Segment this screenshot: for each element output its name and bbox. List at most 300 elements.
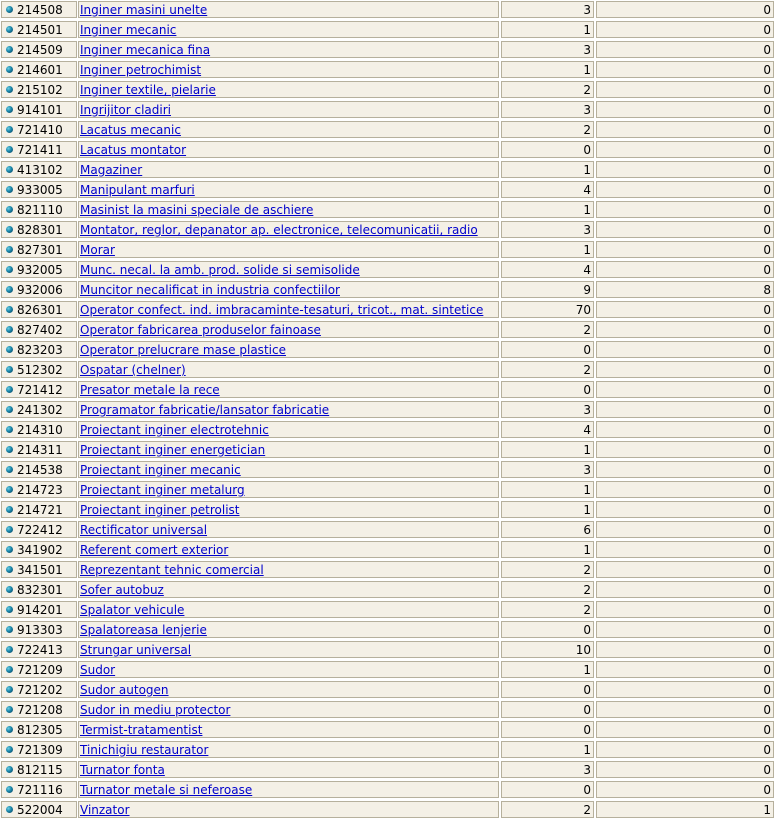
bullet-icon: [6, 6, 13, 13]
table-row: [0, 741, 776, 761]
bullet-icon: [6, 806, 13, 813]
bullet-icon: [6, 486, 13, 493]
vacancies-count: 6: [501, 521, 594, 538]
secondary-count: 0: [596, 681, 774, 698]
table-row: [0, 221, 776, 241]
name-cell: [78, 401, 499, 418]
secondary-count: 0: [596, 21, 774, 38]
name-cell: [78, 81, 499, 98]
table-row: [0, 561, 776, 581]
secondary-count: 0: [596, 781, 774, 798]
secondary-count: 0: [596, 761, 774, 778]
code-cell: [1, 741, 77, 758]
code-cell: [1, 721, 77, 738]
code-cell: [1, 781, 77, 798]
bullet-icon: [6, 406, 13, 413]
occupation-link[interactable]: Muncitor necalificat in industria confectiilor: [80, 283, 340, 297]
occupation-code: 721209: [17, 663, 63, 677]
occupation-code: 721410: [17, 123, 63, 137]
name-cell: [78, 721, 499, 738]
occupation-code: 722412: [17, 523, 63, 537]
vacancies-count: 70: [501, 301, 594, 318]
bullet-icon: [6, 366, 13, 373]
bullet-icon: [6, 286, 13, 293]
occupation-code: 812115: [17, 763, 63, 777]
name-cell: [78, 181, 499, 198]
occupation-link[interactable]: Turnator metale si neferoase: [80, 783, 253, 797]
code-cell: [1, 181, 77, 198]
name-cell: [78, 761, 499, 778]
code-cell: [1, 301, 77, 318]
secondary-count: 0: [596, 461, 774, 478]
name-cell: [78, 41, 499, 58]
secondary-count: 0: [596, 561, 774, 578]
occupation-code: 812305: [17, 723, 63, 737]
name-cell: [78, 681, 499, 698]
name-cell: [78, 741, 499, 758]
code-cell: [1, 41, 77, 58]
bullet-icon: [6, 26, 13, 33]
table-row: [0, 461, 776, 481]
vacancies-count: 3: [501, 1, 594, 18]
vacancies-count: 2: [501, 581, 594, 598]
bullet-icon: [6, 46, 13, 53]
name-cell: [78, 241, 499, 258]
table-row: [0, 761, 776, 781]
secondary-count: 0: [596, 701, 774, 718]
occupation-link[interactable]: Tinichigiu restaurator: [80, 743, 209, 757]
occupation-link[interactable]: Morar: [80, 243, 115, 257]
code-cell: [1, 541, 77, 558]
secondary-count: 0: [596, 601, 774, 618]
bullet-icon: [6, 226, 13, 233]
secondary-count: 0: [596, 501, 774, 518]
occupation-code: 241302: [17, 403, 63, 417]
name-cell: [78, 581, 499, 598]
secondary-count: 0: [596, 1, 774, 18]
secondary-count: 0: [596, 221, 774, 238]
occupation-link[interactable]: Proiectant inginer metalurg: [80, 483, 245, 497]
secondary-count: 0: [596, 301, 774, 318]
occupation-code: 932005: [17, 263, 63, 277]
vacancies-count: 3: [501, 221, 594, 238]
occupation-link[interactable]: Ingrijitor cladiri: [80, 103, 171, 117]
vacancies-count: 2: [501, 81, 594, 98]
occupation-link[interactable]: Termist-tratamentist: [80, 723, 203, 737]
occupation-link[interactable]: Proiectant inginer mecanic: [80, 463, 241, 477]
occupation-code: 214509: [17, 43, 63, 57]
vacancies-count: 2: [501, 801, 594, 818]
table-row: [0, 161, 776, 181]
occupation-code: 826301: [17, 303, 63, 317]
occupation-code: 522004: [17, 803, 63, 817]
table-row: [0, 421, 776, 441]
secondary-count: 0: [596, 161, 774, 178]
name-cell: [78, 1, 499, 18]
bullet-icon: [6, 326, 13, 333]
name-cell: [78, 301, 499, 318]
name-cell: [78, 381, 499, 398]
code-cell: [1, 581, 77, 598]
occupation-code: 721202: [17, 683, 63, 697]
code-cell: [1, 201, 77, 218]
occupation-link[interactable]: Montator, reglor, depanator ap. electronice, telecomunicatii, radio: [80, 223, 478, 237]
secondary-count: 0: [596, 201, 774, 218]
bullet-icon: [6, 146, 13, 153]
name-cell: [78, 361, 499, 378]
table-row: [0, 641, 776, 661]
code-cell: [1, 601, 77, 618]
code-cell: [1, 221, 77, 238]
vacancies-count: 0: [501, 681, 594, 698]
occupation-link[interactable]: Inginer masini unelte: [80, 3, 208, 17]
bullet-icon: [6, 346, 13, 353]
occupation-code: 932006: [17, 283, 63, 297]
occupation-link[interactable]: Reprezentant tehnic comercial: [80, 563, 264, 577]
code-cell: [1, 701, 77, 718]
name-cell: [78, 561, 499, 578]
occupation-code: 214723: [17, 483, 63, 497]
bullet-icon: [6, 746, 13, 753]
name-cell: [78, 781, 499, 798]
vacancies-count: 10: [501, 641, 594, 658]
bullet-icon: [6, 626, 13, 633]
vacancies-count: 0: [501, 781, 594, 798]
occupation-code: 721411: [17, 143, 63, 157]
occupation-link[interactable]: Sudor in mediu protector: [80, 703, 231, 717]
name-cell: [78, 261, 499, 278]
table-row: [0, 281, 776, 301]
secondary-count: 0: [596, 661, 774, 678]
vacancies-count: 1: [501, 241, 594, 258]
occupation-code: 721309: [17, 743, 63, 757]
bullet-icon: [6, 666, 13, 673]
occupation-code: 214721: [17, 503, 63, 517]
table-row: [0, 441, 776, 461]
vacancies-count: 0: [501, 341, 594, 358]
occupation-link[interactable]: Referent comert exterior: [80, 543, 229, 557]
occupation-code: 914101: [17, 103, 63, 117]
code-cell: [1, 1, 77, 18]
code-cell: [1, 421, 77, 438]
name-cell: [78, 541, 499, 558]
secondary-count: 0: [596, 81, 774, 98]
vacancies-count: 3: [501, 41, 594, 58]
secondary-count: 0: [596, 361, 774, 378]
table-row: [0, 41, 776, 61]
secondary-count: 0: [596, 241, 774, 258]
occupation-code: 832301: [17, 583, 63, 597]
bullet-icon: [6, 606, 13, 613]
bullet-icon: [6, 186, 13, 193]
secondary-count: 0: [596, 521, 774, 538]
code-cell: [1, 461, 77, 478]
secondary-count: 0: [596, 541, 774, 558]
bullet-icon: [6, 386, 13, 393]
name-cell: [78, 621, 499, 638]
vacancies-count: 3: [501, 461, 594, 478]
name-cell: [78, 441, 499, 458]
table-row: [0, 721, 776, 741]
occupation-link[interactable]: Rectificator universal: [80, 523, 208, 537]
secondary-count: 0: [596, 381, 774, 398]
name-cell: [78, 121, 499, 138]
occupation-code: 214601: [17, 63, 63, 77]
occupation-link[interactable]: Spalatoreasa lenjerie: [80, 623, 207, 637]
table-row: [0, 621, 776, 641]
vacancies-count: 1: [501, 441, 594, 458]
name-cell: [78, 521, 499, 538]
occupation-code: 721116: [17, 783, 63, 797]
bullet-icon: [6, 546, 13, 553]
vacancies-count: 1: [501, 661, 594, 678]
occupation-link[interactable]: Operator confect. ind. imbracaminte-tesaturi, tricot., mat. sintetice: [80, 303, 484, 317]
occupation-code: 214311: [17, 443, 63, 457]
bullet-icon: [6, 106, 13, 113]
code-cell: [1, 61, 77, 78]
code-cell: [1, 101, 77, 118]
occupation-link[interactable]: Operator prelucrare mase plastice: [80, 343, 286, 357]
vacancies-count: 1: [501, 501, 594, 518]
code-cell: [1, 501, 77, 518]
vacancies-count: 2: [501, 121, 594, 138]
code-cell: [1, 641, 77, 658]
bullet-icon: [6, 686, 13, 693]
occupation-code: 913303: [17, 623, 63, 637]
vacancies-count: 4: [501, 181, 594, 198]
code-cell: [1, 341, 77, 358]
secondary-count: 1: [596, 801, 774, 818]
name-cell: [78, 661, 499, 678]
occupation-link[interactable]: Sudor: [80, 663, 116, 677]
name-cell: [78, 641, 499, 658]
table-row: [0, 521, 776, 541]
bullet-icon: [6, 166, 13, 173]
vacancies-count: 0: [501, 721, 594, 738]
occupation-code: 214310: [17, 423, 63, 437]
table-row: [0, 801, 776, 821]
table-row: [0, 481, 776, 501]
bullet-icon: [6, 206, 13, 213]
occupation-code: 512302: [17, 363, 63, 377]
name-cell: [78, 601, 499, 618]
code-cell: [1, 481, 77, 498]
code-cell: [1, 401, 77, 418]
secondary-count: 0: [596, 181, 774, 198]
table-row: [0, 201, 776, 221]
vacancies-count: 1: [501, 201, 594, 218]
secondary-count: 0: [596, 141, 774, 158]
table-row: [0, 341, 776, 361]
occupation-link[interactable]: Inginer textile, pielarie: [80, 83, 216, 97]
occupation-link[interactable]: Magaziner: [80, 163, 143, 177]
occupation-code: 721208: [17, 703, 63, 717]
vacancies-count: 2: [501, 561, 594, 578]
code-cell: [1, 161, 77, 178]
bullet-icon: [6, 246, 13, 253]
vacancies-count: 0: [501, 701, 594, 718]
occupation-code: 721412: [17, 383, 63, 397]
name-cell: [78, 161, 499, 178]
code-cell: [1, 321, 77, 338]
table-row: [0, 661, 776, 681]
vacancies-count: 1: [501, 161, 594, 178]
secondary-count: 0: [596, 721, 774, 738]
vacancies-count: 3: [501, 401, 594, 418]
occupation-link[interactable]: Munc. necal. la amb. prod. solide si semisolide: [80, 263, 360, 277]
code-cell: [1, 441, 77, 458]
table-row: [0, 261, 776, 281]
table-row: [0, 401, 776, 421]
occupation-link[interactable]: Inginer petrochimist: [80, 63, 202, 77]
table-row: [0, 541, 776, 561]
occupation-link[interactable]: Inginer mecanica fina: [80, 43, 211, 57]
bullet-icon: [6, 766, 13, 773]
vacancies-count: 0: [501, 141, 594, 158]
occupation-link[interactable]: Manipulant marfuri: [80, 183, 195, 197]
secondary-count: 0: [596, 101, 774, 118]
occupation-link[interactable]: Strungar universal: [80, 643, 192, 657]
table-row: [0, 701, 776, 721]
occupation-link[interactable]: Programator fabricatie/lansator fabricatie: [80, 403, 330, 417]
name-cell: [78, 221, 499, 238]
code-cell: [1, 281, 77, 298]
occupation-link[interactable]: Proiectant inginer electrotehnic: [80, 423, 269, 437]
occupation-link[interactable]: Inginer mecanic: [80, 23, 177, 37]
occupation-link[interactable]: Ospatar (chelner): [80, 363, 186, 377]
vacancies-count: 3: [501, 101, 594, 118]
occupation-code: 214508: [17, 3, 63, 17]
name-cell: [78, 61, 499, 78]
code-cell: [1, 81, 77, 98]
vacancies-count: 3: [501, 761, 594, 778]
vacancies-count: 4: [501, 261, 594, 278]
secondary-count: 0: [596, 341, 774, 358]
bullet-icon: [6, 446, 13, 453]
secondary-count: 0: [596, 321, 774, 338]
occupation-code: 214501: [17, 23, 63, 37]
vacancies-count: 1: [501, 61, 594, 78]
vacancies-count: 0: [501, 381, 594, 398]
name-cell: [78, 101, 499, 118]
bullet-icon: [6, 466, 13, 473]
name-cell: [78, 701, 499, 718]
name-cell: [78, 501, 499, 518]
occupation-code: 214538: [17, 463, 63, 477]
code-cell: [1, 681, 77, 698]
occupation-code: 828301: [17, 223, 63, 237]
name-cell: [78, 321, 499, 338]
table-row: [0, 321, 776, 341]
bullet-icon: [6, 266, 13, 273]
table-row: [0, 101, 776, 121]
vacancies-count: 1: [501, 481, 594, 498]
code-cell: [1, 661, 77, 678]
secondary-count: 0: [596, 621, 774, 638]
occupation-link[interactable]: Sudor autogen: [80, 683, 169, 697]
bullet-icon: [6, 426, 13, 433]
secondary-count: 0: [596, 741, 774, 758]
table-row: [0, 181, 776, 201]
occupation-link[interactable]: Proiectant inginer energetician: [80, 443, 266, 457]
bullet-icon: [6, 86, 13, 93]
table-row: [0, 381, 776, 401]
name-cell: [78, 281, 499, 298]
bullet-icon: [6, 526, 13, 533]
occupation-code: 933005: [17, 183, 63, 197]
occupation-code: 821110: [17, 203, 63, 217]
code-cell: [1, 561, 77, 578]
secondary-count: 0: [596, 581, 774, 598]
table-row: [0, 681, 776, 701]
secondary-count: 0: [596, 401, 774, 418]
secondary-count: 8: [596, 281, 774, 298]
name-cell: [78, 341, 499, 358]
vacancies-count: 1: [501, 741, 594, 758]
occupation-link[interactable]: Masinist la masini speciale de aschiere: [80, 203, 314, 217]
secondary-count: 0: [596, 261, 774, 278]
bullet-icon: [6, 126, 13, 133]
name-cell: [78, 21, 499, 38]
code-cell: [1, 241, 77, 258]
occupation-code: 341902: [17, 543, 63, 557]
code-cell: [1, 801, 77, 818]
occupation-code: 722413: [17, 643, 63, 657]
table-row: [0, 141, 776, 161]
occupation-code: 215102: [17, 83, 63, 97]
occupation-link[interactable]: Operator fabricarea produselor fainoase: [80, 323, 321, 337]
table-row: [0, 361, 776, 381]
name-cell: [78, 141, 499, 158]
name-cell: [78, 801, 499, 818]
vacancies-count: 2: [501, 321, 594, 338]
bullet-icon: [6, 566, 13, 573]
bullet-icon: [6, 786, 13, 793]
name-cell: [78, 481, 499, 498]
code-cell: [1, 141, 77, 158]
secondary-count: 0: [596, 61, 774, 78]
table-row: [0, 81, 776, 101]
occupation-link[interactable]: Turnator fonta: [80, 763, 165, 777]
table-row: [0, 581, 776, 601]
name-cell: [78, 201, 499, 218]
vacancies-count: 1: [501, 21, 594, 38]
bullet-icon: [6, 726, 13, 733]
occupation-link[interactable]: Sofer autobuz: [80, 583, 164, 597]
occupation-link[interactable]: Vinzator: [80, 803, 130, 817]
table-row: [0, 301, 776, 321]
secondary-count: 0: [596, 641, 774, 658]
occupation-link[interactable]: Spalator vehicule: [80, 603, 185, 617]
bullet-icon: [6, 646, 13, 653]
vacancies-count: 0: [501, 621, 594, 638]
table-row: [0, 121, 776, 141]
occupation-link[interactable]: Lacatus montator: [80, 143, 187, 157]
code-cell: [1, 21, 77, 38]
table-row: [0, 601, 776, 621]
vacancies-count: 2: [501, 361, 594, 378]
code-cell: [1, 521, 77, 538]
vacancies-count: 9: [501, 281, 594, 298]
occupation-code: 827402: [17, 323, 63, 337]
bullet-icon: [6, 506, 13, 513]
occupation-code: 914201: [17, 603, 63, 617]
occupation-link[interactable]: Proiectant inginer petrolist: [80, 503, 240, 517]
secondary-count: 0: [596, 441, 774, 458]
occupation-code: 827301: [17, 243, 63, 257]
occupation-link[interactable]: Presator metale la rece: [80, 383, 220, 397]
occupation-link[interactable]: Lacatus mecanic: [80, 123, 181, 137]
